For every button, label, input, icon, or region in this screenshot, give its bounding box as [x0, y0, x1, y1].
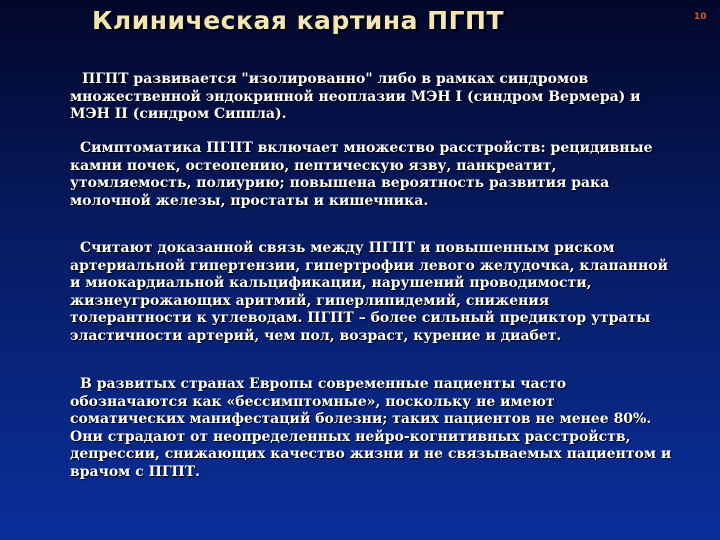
paragraph-line: камни почек, остеопению, пептическую язву, панкреатит,	[70, 157, 557, 174]
paragraph-line: депрессии, снижающих качество жизни и не связываемых пациентом и	[70, 446, 672, 462]
paragraph-2	[70, 140, 682, 210]
paragraph-line: утомляемость, полиурию; повышена вероятность развития рака	[70, 175, 610, 191]
paragraph-line: Симптоматика ПГПТ включает множество расстройств: рецидивные	[80, 140, 653, 156]
paragraph-1	[70, 71, 682, 124]
paragraph-line: В развитых странах Европы современные пациенты часто	[80, 376, 567, 392]
paragraph-line: Считают доказанной связь между ПГПТ и повышенным риском	[80, 240, 615, 256]
paragraph-line: и миокардиальной кальцификации, нарушений проводимости,	[70, 275, 592, 291]
page-number: 10	[694, 12, 707, 22]
slide-title: Клиническая картина ПГПТ	[92, 6, 504, 35]
paragraph-line: Они страдают от неопределенных нейро-когнитивных расстройств,	[70, 428, 631, 445]
paragraph-line: молочной железы, простаты и кишечника.	[70, 192, 429, 209]
paragraph-line: обозначаются как «бессимптомные», поскольку не имеют	[70, 393, 555, 410]
paragraph-line: МЭН II (синдром Сиппла).	[70, 106, 287, 122]
paragraph-line: ПГПТ развивается "изолированно" либо в рамках синдромов	[82, 71, 589, 87]
paragraph-line: множественной эндокринной неоплазии МЭН I (синдром Вермера) и	[70, 88, 641, 105]
paragraph-line: толерантности к углеводам. ПГПТ – более сильный предиктор утраты	[70, 310, 651, 326]
paragraph-4	[70, 376, 682, 481]
paragraph-line: соматических манифестаций болезни; таких пациентов не менее 80%.	[70, 411, 652, 427]
paragraph-3	[70, 240, 682, 345]
paragraph-line: жизнеугрожающих аритмий, гиперлипидемий, снижения	[70, 292, 550, 309]
paragraph-line: эластичности артерий, чем пол, возраст, курение и диабет.	[70, 327, 562, 344]
paragraph-line: врачом с ПГПТ.	[70, 463, 201, 480]
paragraph-line: артериальной гипертензии, гипертрофии левого желудочка, клапанной	[70, 257, 669, 274]
